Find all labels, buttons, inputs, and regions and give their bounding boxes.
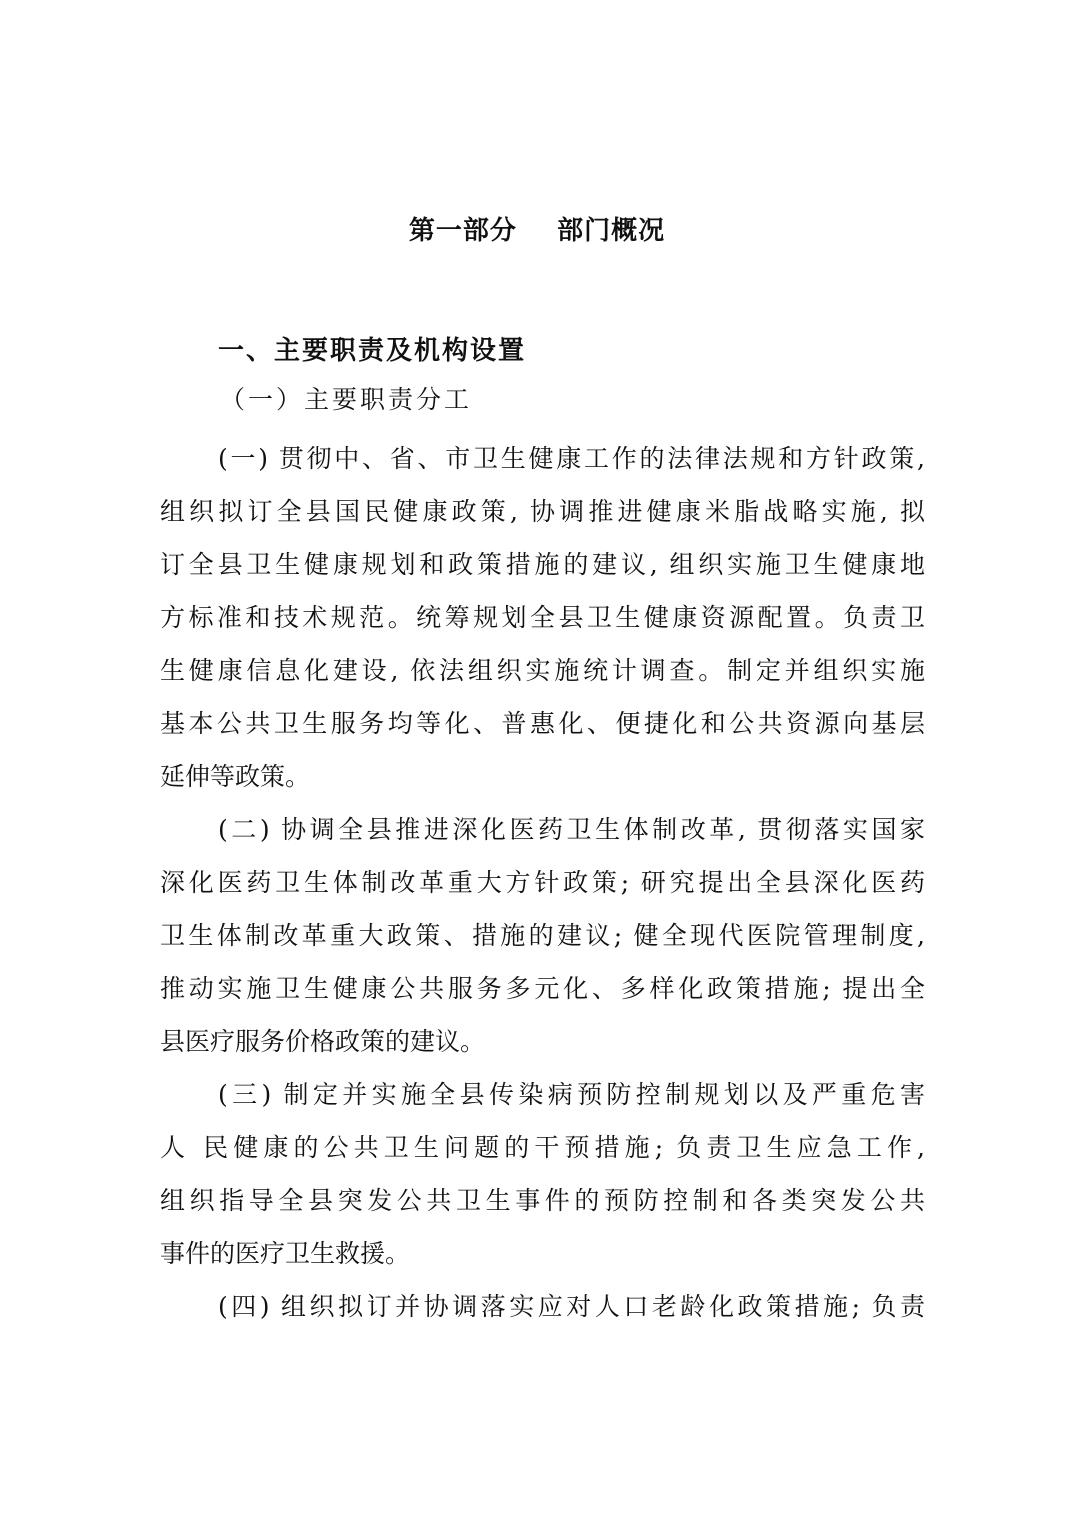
paragraph-line: 深化医药卫生体制改革重大方针政策; 研究提出全县深化医药 [160, 868, 925, 897]
paragraph-line: (二) 协调全县推进深化医药卫生体制改革, 贯彻落实国家 [218, 815, 925, 844]
paragraph-line: 事件的医疗卫生救援。 [160, 1239, 411, 1268]
paragraph-1 [160, 432, 925, 803]
paragraph-line: 组织指导全县突发公共卫生事件的预防控制和各类突发公共 [160, 1186, 925, 1215]
paragraph-line: 订全县卫生健康规划和政策措施的建议, 组织实施卫生健康地 [160, 550, 925, 579]
sub-heading: （一）主要职责分工 [220, 385, 473, 414]
paragraph-line: 组织拟订全县国民健康政策, 协调推进健康米脂战略实施, 拟 [160, 497, 925, 526]
paragraph-line: 方标准和技术规范。统筹规划全县卫生健康资源配置。负责卫 [160, 603, 925, 632]
body-text [160, 432, 925, 1333]
section-heading: 一、主要职责及机构设置 [218, 336, 527, 366]
paragraph-line: 卫生体制改革重大政策、措施的建议; 健全现代医院管理制度, [160, 921, 925, 950]
page-title: 第一部分 部门概况 [408, 216, 666, 246]
paragraph-line: (三) 制定并实施全县传染病预防控制规划以及严重危害 [218, 1080, 925, 1109]
paragraph-line: 延伸等政策。 [160, 762, 311, 791]
paragraph-3 [160, 1068, 925, 1280]
paragraph-line: (一) 贯彻中、省、市卫生健康工作的法律法规和方针政策, [218, 444, 925, 473]
paragraph-line: (四) 组织拟订并协调落实应对人口老龄化政策措施; 负责 [218, 1292, 925, 1321]
paragraph-line: 推动实施卫生健康公共服务多元化、多样化政策措施; 提出全 [160, 974, 925, 1003]
paragraph-line: 人 民健康的公共卫生问题的干预措施; 负责卫生应急工作, [160, 1133, 925, 1162]
paragraph-line: 生健康信息化建设, 依法组织实施统计调查。制定并组织实施 [160, 656, 925, 685]
paragraph-line: 基本公共卫生服务均等化、普惠化、便捷化和公共资源向基层 [160, 709, 925, 738]
paragraph-line: 县医疗服务价格政策的建议。 [160, 1027, 486, 1056]
paragraph-4 [160, 1280, 925, 1333]
paragraph-2 [160, 803, 925, 1068]
